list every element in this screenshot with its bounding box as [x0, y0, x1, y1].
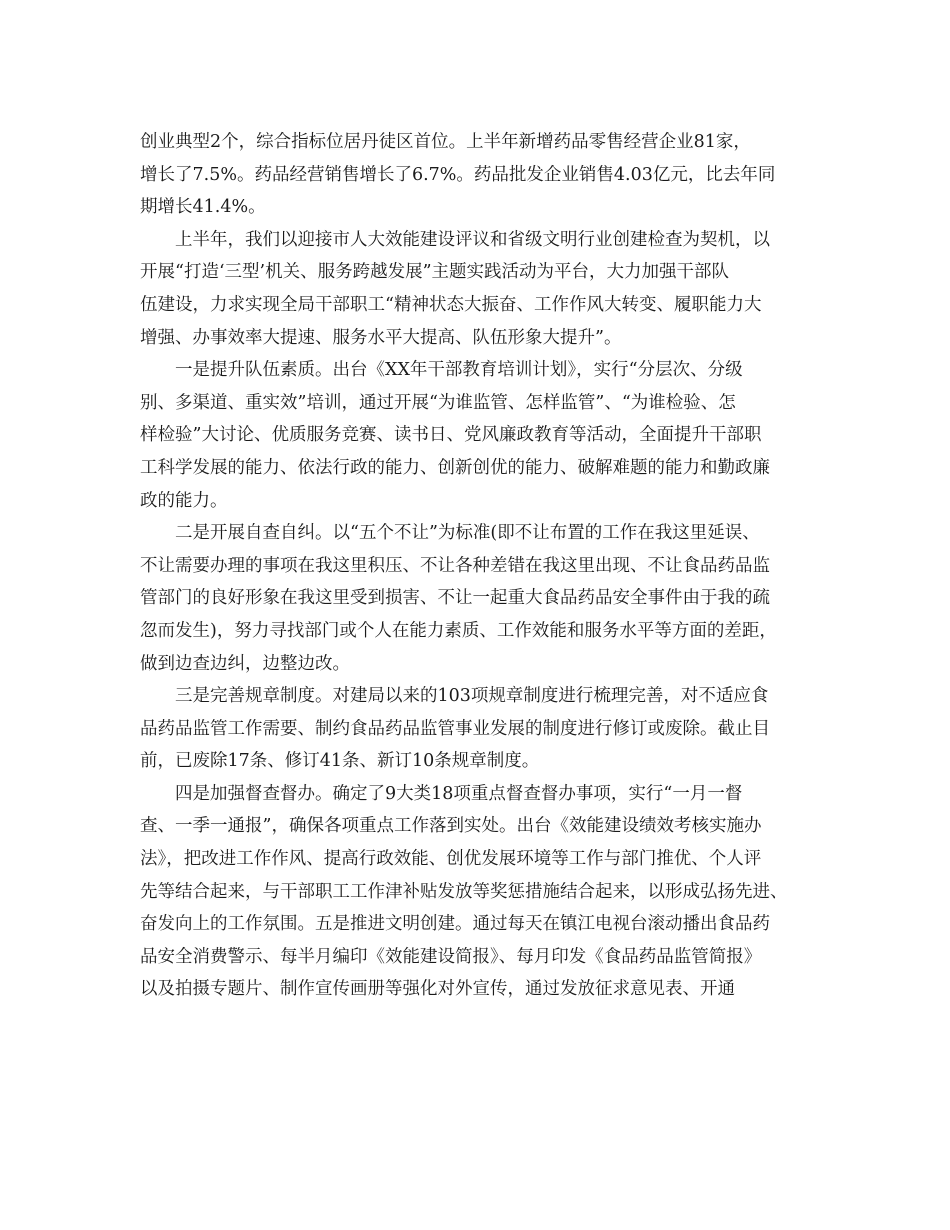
text-line: 查、一季一通报”，确保各项重点工作落到实处。出台《效能建设绩效考核实施办: [140, 816, 762, 837]
text-line: 奋发向上的工作氛围。五是推进文明创建。通过每天在镇江电视台滚动播出食品药: [140, 914, 770, 935]
text-line: 别、多渠道、重实效”培训，通过开展“为谁监管、怎样监管”、“为谁检验、怎: [140, 392, 736, 413]
text-line: 伍建设，力求实现全局干部职工“精神状态大振奋、工作作风大转变、履职能力大: [140, 294, 762, 315]
text-line: 期增长41.4%。: [140, 197, 266, 218]
text-line: 前，已废除17条、修订41条、新订10条规章制度。: [140, 751, 540, 772]
text-line: 法》，把改进工作作风、提高行政效能、创优发展环境等工作与部门推优、个人评: [140, 849, 762, 870]
text-line: 品药品监管工作需要、制约食品药品监管事业发展的制度进行修订或废除。截止目: [140, 718, 770, 739]
text-line: 增长了7.5%。药品经营销售增长了6.7%。药品批发企业销售4.03亿元，比去年同: [140, 164, 776, 185]
document-body: [140, 126, 812, 1006]
text-line: 忽而发生)，努力寻找部门或个人在能力素质、工作效能和服务水平等方面的差距，: [140, 620, 777, 641]
text-line: 政的能力。: [140, 490, 228, 511]
paragraph-start-line: 一是提升队伍素质。出台《XX年干部教育培训计划》，实行“分层次、分级: [175, 360, 743, 381]
text-line: 增强、办事效率大提速、服务水平大提高、队伍形象大提升”。: [140, 327, 622, 348]
paragraph-start-line: 上半年，我们以迎接市人大效能建设评议和省级文明行业创建检查为契机，以: [175, 229, 770, 250]
text-line: 管部门的良好形象在我这里受到损害、不让一起重大食品药品安全事件由于我的疏: [140, 588, 770, 609]
text-line: 不让需要办理的事项在我这里积压、不让各种差错在我这里出现、不让食品药品监: [140, 555, 770, 576]
text-line: 以及拍摄专题片、制作宣传画册等强化对外宣传，通过发放征求意见表、开通: [140, 979, 735, 1000]
text-line: 先等结合起来，与干部职工工作津补贴发放等奖惩措施结合起来，以形成弘扬先进、: [140, 881, 788, 902]
paragraph-start-line: 四是加强督查督办。确定了9大类18项重点督查督办事项，实行“一月一督: [175, 783, 743, 804]
paragraph-start-line: 三是完善规章制度。对建局以来的103项规章制度进行梳理完善，对不适应食: [175, 686, 769, 707]
text-line: 品安全消费警示、每半月编印《效能建设简报》、每月印发《食品药品监管简报》: [140, 946, 762, 967]
paragraph-start-line: 二是开展自查自纠。以“五个不让”为标准(即不让布置的工作在我这里延误、: [175, 523, 760, 544]
text-line: 创业典型2个，综合指标位居丹徒区首位。上半年新增药品零售经营企业81家，: [140, 132, 751, 152]
text-line: 做到边查边纠，边整边改。: [140, 653, 350, 674]
text-line: 工科学发展的能力、依法行政的能力、创新创优的能力、破解难题的能力和勤政廉: [140, 457, 770, 478]
text-line: 样检验”大讨论、优质服务竞赛、读书日、党风廉政教育等活动，全面提升干部职: [140, 425, 762, 446]
text-line: 开展“打造‘三型’机关、服务跨越发展”主题实践活动为平台，大力加强干部队: [140, 262, 730, 283]
